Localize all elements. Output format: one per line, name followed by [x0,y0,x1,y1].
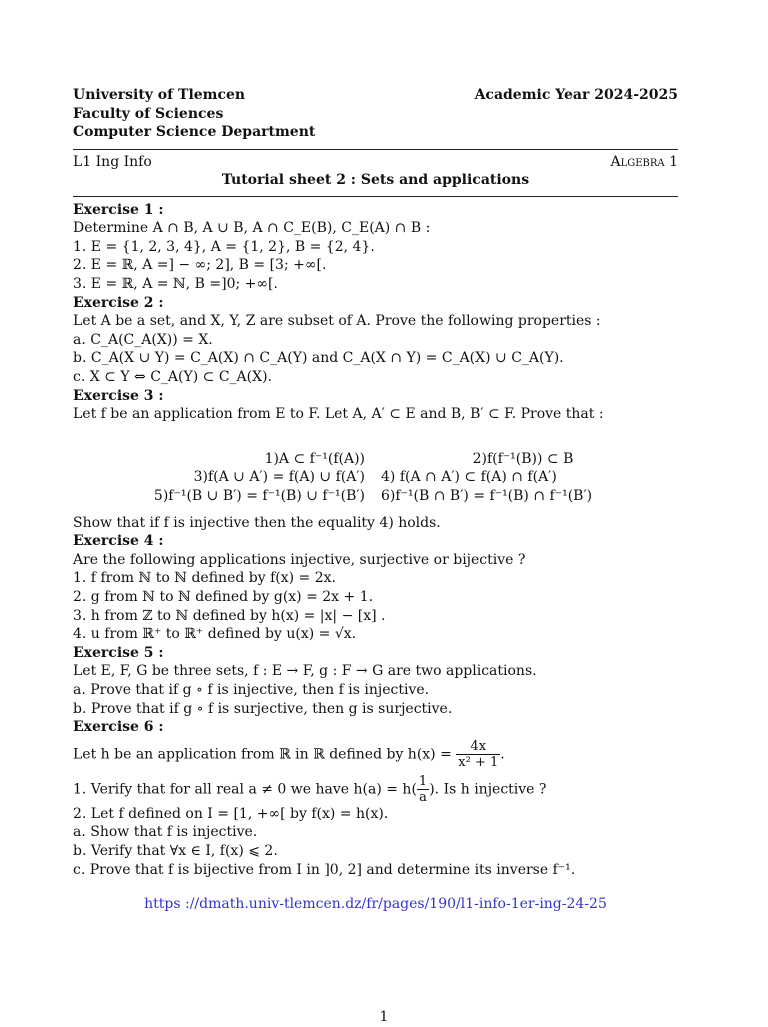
course-row [73,153,678,172]
fraction-denominator: x² + 1 [458,754,499,770]
exercise-4 [73,532,678,644]
exercise-line [73,739,678,770]
fraction-numerator: 1 [418,773,428,789]
exercise-title: Exercise 5 : [73,644,164,661]
exercise-line: 3. E = ℝ, A = ℕ, B =]0; +∞[. [73,276,278,293]
course-level: L1 Ing Info [73,153,152,170]
exercise-line: a. Show that f is injective. [73,824,258,841]
divider [73,149,678,150]
question-suffix: ). Is h injective ? [429,781,547,798]
exercise-title: Exercise 1 : [73,201,164,218]
exercise-line: Let E, F, G be three sets, f : E → F, g : F → G are two applications. [73,663,537,680]
properties-grid [73,450,678,506]
exercise-line: 3. h from ℤ to ℕ defined by h(x) = |x| − [x] . [73,607,386,624]
exercise-line: 1. f from ℕ to ℕ defined by f(x) = 2x. [73,570,336,587]
divider [73,196,678,197]
exercise-line: Let f be an application from E to F. Let A, A′ ⊂ E and B, B′ ⊂ F. Prove that : [73,406,604,423]
exercise-line: Are the following applications injective, surjective or bijective ? [73,551,526,568]
exercise-line: b. Verify that ∀x ∈ I, f(x) ⩽ 2. [73,842,278,859]
property: 5)f⁻¹(B ∪ B′) = f⁻¹(B) ∪ f⁻¹(B′) [153,488,365,504]
fraction [417,774,429,805]
property: 1)A ⊂ f⁻¹(f(A)) [264,450,365,467]
exercise-line: 2. g from ℕ to ℕ defined by g(x) = 2x + 1. [73,588,374,605]
course-link[interactable]: https ://dmath.univ-tlemcen.dz/fr/pages/190/l1-info-1er-ing-24-25 [144,896,607,913]
exercise-title: Exercise 3 : [73,387,164,404]
property: 6)f⁻¹(B ∩ B′) = f⁻¹(B) ∩ f⁻¹(B′) [381,488,593,504]
document-page [73,86,678,914]
property: 3)f(A ∪ A′) = f(A) ∪ f(A′) [193,469,365,486]
exercise-line: 4. u from ℝ⁺ to ℝ⁺ defined by u(x) = √x. [73,626,357,643]
department-name: Computer Science Department [73,124,316,140]
faculty-name: Faculty of Sciences [73,105,224,122]
exercise-line [73,774,678,805]
exercise-6 [73,718,678,879]
exercise-line: 1. E = {1, 2, 3, 4}, A = {1, 2}, B = {2, 4}. [73,238,375,255]
sheet-title: Tutorial sheet 2 : Sets and applications [221,172,530,189]
course-subject: Algebra 1 [610,153,678,170]
exercise-title: Exercise 2 : [73,294,164,311]
question-text: 1. Verify that for all real a ≠ 0 we have h(a) = h( [73,781,417,798]
exercise-2 [73,294,678,387]
exercise-line: b. Prove that if g ∘ f is surjective, then g is surjective. [73,700,453,717]
property: 4) f(A ∩ A′) ⊂ f(A) ∩ f(A′) [381,469,557,486]
exercise-line: c. X ⊂ Y ⇔ C_A(Y) ⊂ C_A(X). [73,369,272,386]
exercise-line: a. Prove that if g ∘ f is injective, then f is injective. [73,681,430,698]
page-number: 1 [379,1009,389,1025]
university-name: University of Tlemcen [73,87,246,103]
exercise-line: c. Prove that f is bijective from I in ]0, 2] and determine its inverse f⁻¹. [73,861,576,878]
property: 2)f(f⁻¹(B)) ⊂ B [472,450,574,467]
fraction [456,739,500,770]
exercise-line: Determine A ∩ B, A ∪ B, A ∩ C_E(B), C_E(A) ∩ B : [73,220,431,237]
institution-block [73,86,315,142]
exercise-1 [73,201,678,294]
exercise-5 [73,644,678,718]
exercise-title: Exercise 4 : [73,533,164,550]
header [73,86,678,142]
exercise-line: 2. E = ℝ, A =] − ∞; 2], B = [3; +∞[. [73,257,327,274]
exercise-line: 2. Let f defined on I = [1, +∞[ by f(x) = h(x). [73,805,389,822]
exercise-line: Show that if f is injective then the equality 4) holds. [73,514,441,531]
exercise-3 [73,387,678,533]
exercise-line: Let A be a set, and X, Y, Z are subset of A. Prove the following properties : [73,313,601,330]
exercise-line: b. C_A(X ∪ Y) = C_A(X) ∩ C_A(Y) and C_A(X ∩ Y) = C_A(X) ∪ C_A(Y). [73,350,564,367]
fraction-numerator: 4x [456,739,500,755]
exercise-line: a. C_A(C_A(X)) = X. [73,331,213,348]
fraction-denominator: a [419,789,427,805]
academic-year: Academic Year 2024-2025 [474,87,678,103]
definition-text: Let h be an application from ℝ in ℝ defined by h(x) = [73,746,452,763]
definition-suffix: . [500,746,505,763]
exercise-title: Exercise 6 : [73,719,164,736]
